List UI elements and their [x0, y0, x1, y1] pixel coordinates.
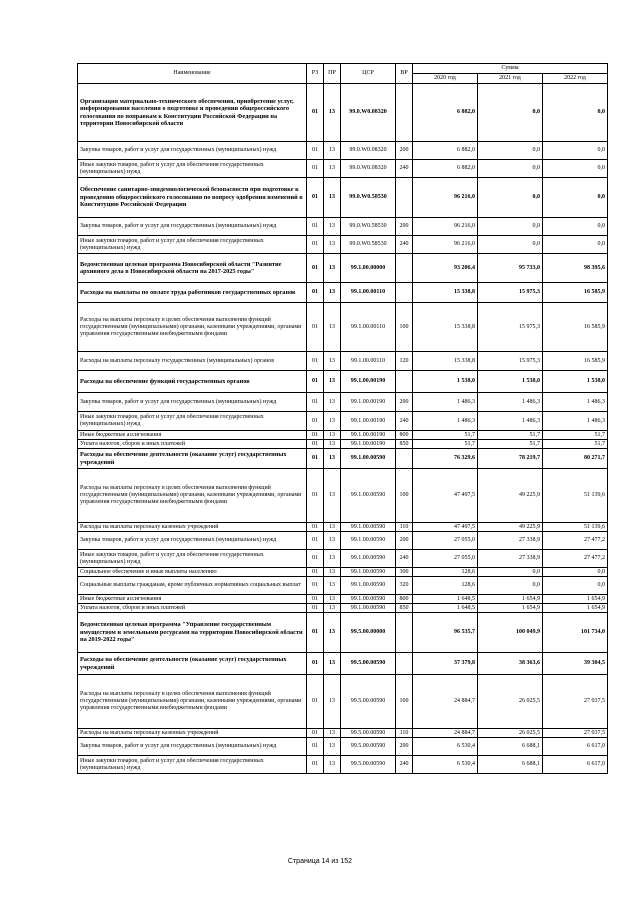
row-name: Расходы на обеспечение функций государственных органов	[78, 371, 307, 393]
row-vr	[396, 283, 413, 303]
row-vr: 200	[396, 738, 413, 756]
header-rz: РЗ	[307, 64, 324, 84]
row-sum-2020: 96 216,0	[413, 236, 478, 254]
row-vr: 200	[396, 393, 413, 412]
row-sum-2020: 128,6	[413, 568, 478, 577]
row-sum-2020: 96 535,7	[413, 613, 478, 653]
row-sum-2021: 0,0	[478, 160, 543, 178]
row-name: Ведомственная целевая программа Новосибирской области "Развитие архивного дела в Новосибирской области на 2017-2025 годы"	[78, 254, 307, 283]
row-name: Расходы на выплаты персоналу в целях обеспечения выполнения функций государственными (муниципальными) органами, казенными учреждениями, органами управления государственными внебюджетными фондами	[78, 675, 307, 729]
row-rz: 01	[307, 178, 324, 218]
row-sum-2020: 128,6	[413, 577, 478, 595]
row-sum-2022: 16 585,9	[543, 283, 608, 303]
row-rz: 01	[307, 613, 324, 653]
row-name: Уплата налогов, сборов и иных платежей	[78, 440, 307, 449]
row-sum-2021: 0,0	[478, 178, 543, 218]
row-csr: 99.1.00.00590	[341, 595, 396, 604]
row-rz: 01	[307, 283, 324, 303]
row-sum-2021: 6 688,1	[478, 756, 543, 774]
row-sum-2021: 0,0	[478, 84, 543, 142]
row-name: Иные закупки товаров, работ и услуг для обеспечения государственных (муниципальных) нужд	[78, 550, 307, 568]
row-csr: 99.0.W0.08320	[341, 142, 396, 160]
row-sum-2020: 24 884,7	[413, 729, 478, 738]
row-rz: 01	[307, 532, 324, 550]
row-vr: 200	[396, 142, 413, 160]
row-sum-2021: 100 049,9	[478, 613, 543, 653]
table-row	[78, 604, 608, 613]
row-sum-2020: 47 497,5	[413, 523, 478, 532]
table-body	[78, 84, 608, 774]
row-name: Расходы на выплаты персоналу государственных (муниципальных) органов	[78, 352, 307, 371]
table-row-section	[78, 283, 608, 303]
row-sum-2021: 1 654,9	[478, 604, 543, 613]
row-pr: 13	[324, 532, 341, 550]
row-sum-2022: 80 271,7	[543, 449, 608, 469]
row-sum-2022: 16 585,9	[543, 303, 608, 352]
row-sum-2021: 6 688,1	[478, 738, 543, 756]
row-vr	[396, 84, 413, 142]
table-row	[78, 738, 608, 756]
row-sum-2022: 16 585,9	[543, 352, 608, 371]
row-csr: 99.1.00.00000	[341, 254, 396, 283]
row-name: Расходы на обеспечение деятельности (оказание услуг) государственных учреждений	[78, 449, 307, 469]
row-vr	[396, 178, 413, 218]
row-csr: 99.1.00.00590	[341, 532, 396, 550]
row-vr	[396, 254, 413, 283]
row-sum-2020: 1 648,5	[413, 604, 478, 613]
row-csr: 99.1.00.00190	[341, 431, 396, 440]
row-sum-2022: 98 395,6	[543, 254, 608, 283]
row-csr: 99.5.00.00590	[341, 756, 396, 774]
row-sum-2021: 38 363,6	[478, 653, 543, 675]
table-row	[78, 236, 608, 254]
row-sum-2021: 1 486,3	[478, 412, 543, 431]
row-name: Расходы на выплаты персоналу казенных учреждений	[78, 523, 307, 532]
row-pr: 13	[324, 595, 341, 604]
table-row	[78, 675, 608, 729]
row-csr: 99.0.W0.08320	[341, 160, 396, 178]
row-csr: 99.0.W0.58530	[341, 178, 396, 218]
row-name: Ведомственная целевая программа "Управление государственным имуществом и земельными ресурсами на территории Новосибирской области на 2019-2022 годы"	[78, 613, 307, 653]
row-sum-2021: 51,7	[478, 440, 543, 449]
table-row	[78, 568, 608, 577]
row-sum-2021: 0,0	[478, 577, 543, 595]
row-sum-2021: 27 338,9	[478, 532, 543, 550]
row-pr: 13	[324, 675, 341, 729]
row-rz: 01	[307, 653, 324, 675]
row-pr: 13	[324, 236, 341, 254]
row-sum-2020: 93 206,4	[413, 254, 478, 283]
row-sum-2022: 39 304,5	[543, 653, 608, 675]
row-vr: 200	[396, 532, 413, 550]
row-sum-2022: 27 477,2	[543, 550, 608, 568]
row-sum-2021: 1 486,3	[478, 393, 543, 412]
row-rz: 01	[307, 412, 324, 431]
row-vr: 240	[396, 756, 413, 774]
row-sum-2020: 51,7	[413, 440, 478, 449]
row-csr: 99.1.00.00590	[341, 550, 396, 568]
table-header	[78, 64, 608, 84]
row-csr: 99.1.00.00190	[341, 412, 396, 431]
row-rz: 01	[307, 303, 324, 352]
row-sum-2021: 78 219,7	[478, 449, 543, 469]
row-rz: 01	[307, 236, 324, 254]
row-csr: 99.0.W0.58530	[341, 218, 396, 236]
row-sum-2021: 0,0	[478, 142, 543, 160]
header-year-2022: 2022 год	[543, 74, 608, 84]
row-csr: 99.1.00.00590	[341, 469, 396, 523]
page-number-footer: Страница 14 из 152	[287, 858, 353, 865]
table-row	[78, 550, 608, 568]
row-sum-2021: 51,7	[478, 431, 543, 440]
row-csr: 99.1.00.00110	[341, 352, 396, 371]
row-sum-2021: 49 225,9	[478, 469, 543, 523]
row-pr: 13	[324, 577, 341, 595]
row-rz: 01	[307, 449, 324, 469]
row-vr: 110	[396, 729, 413, 738]
row-sum-2020: 1 486,3	[413, 393, 478, 412]
row-sum-2022: 27 037,5	[543, 675, 608, 729]
row-sum-2022: 1 486,3	[543, 412, 608, 431]
row-pr: 13	[324, 738, 341, 756]
table-row	[78, 352, 608, 371]
row-pr: 13	[324, 523, 341, 532]
row-sum-2020: 47 497,5	[413, 469, 478, 523]
row-name: Закупка товаров, работ и услуг для государственных (муниципальных) нужд	[78, 532, 307, 550]
header-vr: ВР	[396, 64, 413, 84]
row-sum-2021: 49 225,9	[478, 523, 543, 532]
row-sum-2021: 15 975,3	[478, 303, 543, 352]
row-pr: 13	[324, 653, 341, 675]
table-row	[78, 393, 608, 412]
row-sum-2020: 96 216,0	[413, 218, 478, 236]
row-pr: 13	[324, 431, 341, 440]
row-sum-2022: 101 734,0	[543, 613, 608, 653]
row-rz: 01	[307, 756, 324, 774]
row-sum-2020: 1 486,3	[413, 412, 478, 431]
row-name: Закупка товаров, работ и услуг для государственных (муниципальных) нужд	[78, 393, 307, 412]
row-rz: 01	[307, 604, 324, 613]
table-row	[78, 303, 608, 352]
row-sum-2022: 6 617,0	[543, 738, 608, 756]
row-sum-2020: 27 055,0	[413, 532, 478, 550]
row-csr: 99.1.00.00110	[341, 303, 396, 352]
row-name: Закупка товаров, работ и услуг для государственных (муниципальных) нужд	[78, 142, 307, 160]
row-vr: 850	[396, 440, 413, 449]
row-sum-2020: 6 882,0	[413, 84, 478, 142]
row-vr: 200	[396, 218, 413, 236]
row-vr	[396, 449, 413, 469]
row-sum-2020: 76 329,6	[413, 449, 478, 469]
row-pr: 13	[324, 303, 341, 352]
row-name: Закупка товаров, работ и услуг для государственных (муниципальных) нужд	[78, 738, 307, 756]
table-row	[78, 532, 608, 550]
row-pr: 13	[324, 254, 341, 283]
row-sum-2020: 15 338,8	[413, 352, 478, 371]
table-row	[78, 440, 608, 449]
row-sum-2022: 0,0	[543, 84, 608, 142]
row-pr: 13	[324, 604, 341, 613]
row-name: Расходы на выплаты персоналу в целях обеспечения выполнения функций государственными (муниципальными) органами, казенными учреждениями, органами управления государственными внебюджетными фондами	[78, 469, 307, 523]
row-csr: 99.5.00.00590	[341, 738, 396, 756]
table-row	[78, 218, 608, 236]
row-sum-2022: 27 477,2	[543, 532, 608, 550]
row-pr: 13	[324, 756, 341, 774]
row-csr: 99.0.W0.08320	[341, 84, 396, 142]
row-pr: 13	[324, 469, 341, 523]
header-pr: ПР	[324, 64, 341, 84]
row-name: Иные бюджетные ассигнования	[78, 595, 307, 604]
row-rz: 01	[307, 675, 324, 729]
row-sum-2022: 27 037,5	[543, 729, 608, 738]
row-name: Социальные выплаты гражданам, кроме публичных нормативных социальных выплат	[78, 577, 307, 595]
row-vr: 120	[396, 352, 413, 371]
row-sum-2022: 1 538,0	[543, 371, 608, 393]
row-pr: 13	[324, 440, 341, 449]
row-csr: 99.5.00.00590	[341, 653, 396, 675]
row-vr: 100	[396, 675, 413, 729]
row-sum-2021: 15 975,3	[478, 283, 543, 303]
row-sum-2021: 27 338,9	[478, 550, 543, 568]
row-sum-2020: 6 530,4	[413, 738, 478, 756]
row-name: Социальное обеспечение и иные выплаты населению	[78, 568, 307, 577]
row-rz: 01	[307, 595, 324, 604]
row-sum-2021: 0,0	[478, 218, 543, 236]
table-row	[78, 523, 608, 532]
row-sum-2022: 51 139,6	[543, 469, 608, 523]
row-csr: 99.0.W0.58530	[341, 236, 396, 254]
row-csr: 99.1.00.00590	[341, 568, 396, 577]
row-rz: 01	[307, 729, 324, 738]
row-sum-2022: 51,7	[543, 440, 608, 449]
row-sum-2020: 6 882,0	[413, 142, 478, 160]
row-pr: 13	[324, 371, 341, 393]
row-name: Расходы на выплаты персоналу в целях обеспечения выполнения функций государственными (муниципальными) органами, казенными учреждениями, органами управления государственными внебюджетными фондами	[78, 303, 307, 352]
row-name: Обеспечение санитарно-эпидемиологической безопасности при подготовке к проведению общероссийского голосования по вопросу одобрения изменений в Конституцию Российской Федерации	[78, 178, 307, 218]
row-csr: 99.5.00.00590	[341, 729, 396, 738]
row-rz: 01	[307, 469, 324, 523]
row-vr: 100	[396, 469, 413, 523]
budget-table	[77, 63, 608, 774]
row-pr: 13	[324, 550, 341, 568]
table-row-section	[78, 84, 608, 142]
row-sum-2021: 0,0	[478, 236, 543, 254]
row-vr: 320	[396, 577, 413, 595]
row-name: Расходы на выплаты по оплате труда работников государственных органов	[78, 283, 307, 303]
table-row	[78, 577, 608, 595]
row-sum-2020: 37 379,8	[413, 653, 478, 675]
table-row	[78, 431, 608, 440]
row-rz: 01	[307, 371, 324, 393]
row-pr: 13	[324, 178, 341, 218]
row-vr	[396, 653, 413, 675]
row-rz: 01	[307, 577, 324, 595]
row-sum-2020: 27 055,0	[413, 550, 478, 568]
row-sum-2022: 0,0	[543, 577, 608, 595]
row-vr: 300	[396, 568, 413, 577]
row-sum-2021: 0,0	[478, 568, 543, 577]
row-pr: 13	[324, 412, 341, 431]
table-row-section	[78, 653, 608, 675]
row-sum-2020: 1 648,5	[413, 595, 478, 604]
row-sum-2022: 1 654,9	[543, 604, 608, 613]
row-sum-2022: 0,0	[543, 218, 608, 236]
row-pr: 13	[324, 352, 341, 371]
row-name: Иные закупки товаров, работ и услуг для обеспечения государственных (муниципальных) нужд	[78, 412, 307, 431]
row-rz: 01	[307, 738, 324, 756]
table-row	[78, 469, 608, 523]
row-name: Иные закупки товаров, работ и услуг для обеспечения государственных (муниципальных) нужд	[78, 160, 307, 178]
row-rz: 01	[307, 550, 324, 568]
row-sum-2022: 1 486,3	[543, 393, 608, 412]
row-rz: 01	[307, 218, 324, 236]
row-sum-2020: 6 530,4	[413, 756, 478, 774]
row-name: Уплата налогов, сборов и иных платежей	[78, 604, 307, 613]
row-csr: 99.1.00.00590	[341, 604, 396, 613]
row-vr: 110	[396, 523, 413, 532]
row-pr: 13	[324, 449, 341, 469]
row-rz: 01	[307, 254, 324, 283]
row-vr: 850	[396, 604, 413, 613]
row-name: Иные закупки товаров, работ и услуг для обеспечения государственных (муниципальных) нужд	[78, 236, 307, 254]
row-sum-2022: 0,0	[543, 178, 608, 218]
table-row-section	[78, 613, 608, 653]
table-row	[78, 729, 608, 738]
row-rz: 01	[307, 568, 324, 577]
row-sum-2021: 95 733,0	[478, 254, 543, 283]
row-pr: 13	[324, 84, 341, 142]
row-name: Иные закупки товаров, работ и услуг для обеспечения государственных (муниципальных) нужд	[78, 756, 307, 774]
row-pr: 13	[324, 568, 341, 577]
row-sum-2021: 15 975,3	[478, 352, 543, 371]
row-csr: 99.1.00.00590	[341, 523, 396, 532]
row-sum-2020: 24 884,7	[413, 675, 478, 729]
table-row	[78, 160, 608, 178]
row-pr: 13	[324, 729, 341, 738]
row-rz: 01	[307, 142, 324, 160]
table-row	[78, 595, 608, 604]
row-rz: 01	[307, 84, 324, 142]
row-pr: 13	[324, 160, 341, 178]
row-rz: 01	[307, 431, 324, 440]
row-vr: 800	[396, 431, 413, 440]
row-vr: 800	[396, 595, 413, 604]
row-sum-2020: 6 882,0	[413, 160, 478, 178]
row-sum-2020: 51,7	[413, 431, 478, 440]
row-sum-2022: 0,0	[543, 568, 608, 577]
row-rz: 01	[307, 523, 324, 532]
row-vr: 240	[396, 550, 413, 568]
row-sum-2020: 15 338,8	[413, 303, 478, 352]
row-name: Иные бюджетные ассигнования	[78, 431, 307, 440]
row-name: Расходы на обеспечение деятельности (оказание услуг) государственных учреждений	[78, 653, 307, 675]
header-year-2020: 2020 год	[413, 74, 478, 84]
row-pr: 13	[324, 218, 341, 236]
row-csr: 99.1.00.00590	[341, 577, 396, 595]
row-rz: 01	[307, 440, 324, 449]
row-vr	[396, 613, 413, 653]
table-row-section	[78, 254, 608, 283]
row-rz: 01	[307, 160, 324, 178]
row-sum-2021: 26 025,5	[478, 729, 543, 738]
row-pr: 13	[324, 393, 341, 412]
row-pr: 13	[324, 283, 341, 303]
row-vr: 240	[396, 160, 413, 178]
row-sum-2022: 6 617,0	[543, 756, 608, 774]
row-sum-2021: 1 538,0	[478, 371, 543, 393]
row-sum-2022: 0,0	[543, 160, 608, 178]
table-row-section	[78, 449, 608, 469]
row-vr: 240	[396, 236, 413, 254]
row-rz: 01	[307, 352, 324, 371]
table-row	[78, 412, 608, 431]
row-name: Расходы на выплаты персоналу казенных учреждений	[78, 729, 307, 738]
row-sum-2021: 1 654,9	[478, 595, 543, 604]
header-name: Наименование	[78, 64, 307, 84]
row-sum-2022: 1 654,9	[543, 595, 608, 604]
row-vr: 240	[396, 412, 413, 431]
row-pr: 13	[324, 613, 341, 653]
table-row-section	[78, 178, 608, 218]
table-row	[78, 756, 608, 774]
row-sum-2022: 51,7	[543, 431, 608, 440]
row-pr: 13	[324, 142, 341, 160]
table-row-section	[78, 371, 608, 393]
row-sum-2022: 0,0	[543, 236, 608, 254]
row-vr	[396, 371, 413, 393]
row-sum-2020: 1 538,0	[413, 371, 478, 393]
row-csr: 99.1.00.00190	[341, 371, 396, 393]
row-csr: 99.5.00.00590	[341, 675, 396, 729]
row-sum-2020: 96 216,0	[413, 178, 478, 218]
row-csr: 99.1.00.00590	[341, 449, 396, 469]
header-sum: Сумма	[413, 64, 608, 74]
row-sum-2020: 15 338,8	[413, 283, 478, 303]
row-sum-2022: 51 139,6	[543, 523, 608, 532]
header-year-2021: 2021 год	[478, 74, 543, 84]
row-sum-2022: 0,0	[543, 142, 608, 160]
row-rz: 01	[307, 393, 324, 412]
row-name: Закупка товаров, работ и услуг для государственных (муниципальных) нужд	[78, 218, 307, 236]
header-csr: ЦСР	[341, 64, 396, 84]
row-csr: 99.1.00.00190	[341, 440, 396, 449]
row-name: Организация материально-технического обеспечения, приобретение услуг, информирования населения о подготовке и проведении общероссийского голосования по поправкам к Конституции Российской Федерации на территории Новосибирской области	[78, 84, 307, 142]
row-sum-2021: 26 025,5	[478, 675, 543, 729]
row-csr: 99.1.00.00110	[341, 283, 396, 303]
row-csr: 99.1.00.00190	[341, 393, 396, 412]
row-vr: 100	[396, 303, 413, 352]
table-row	[78, 142, 608, 160]
row-csr: 99.5.00.00000	[341, 613, 396, 653]
